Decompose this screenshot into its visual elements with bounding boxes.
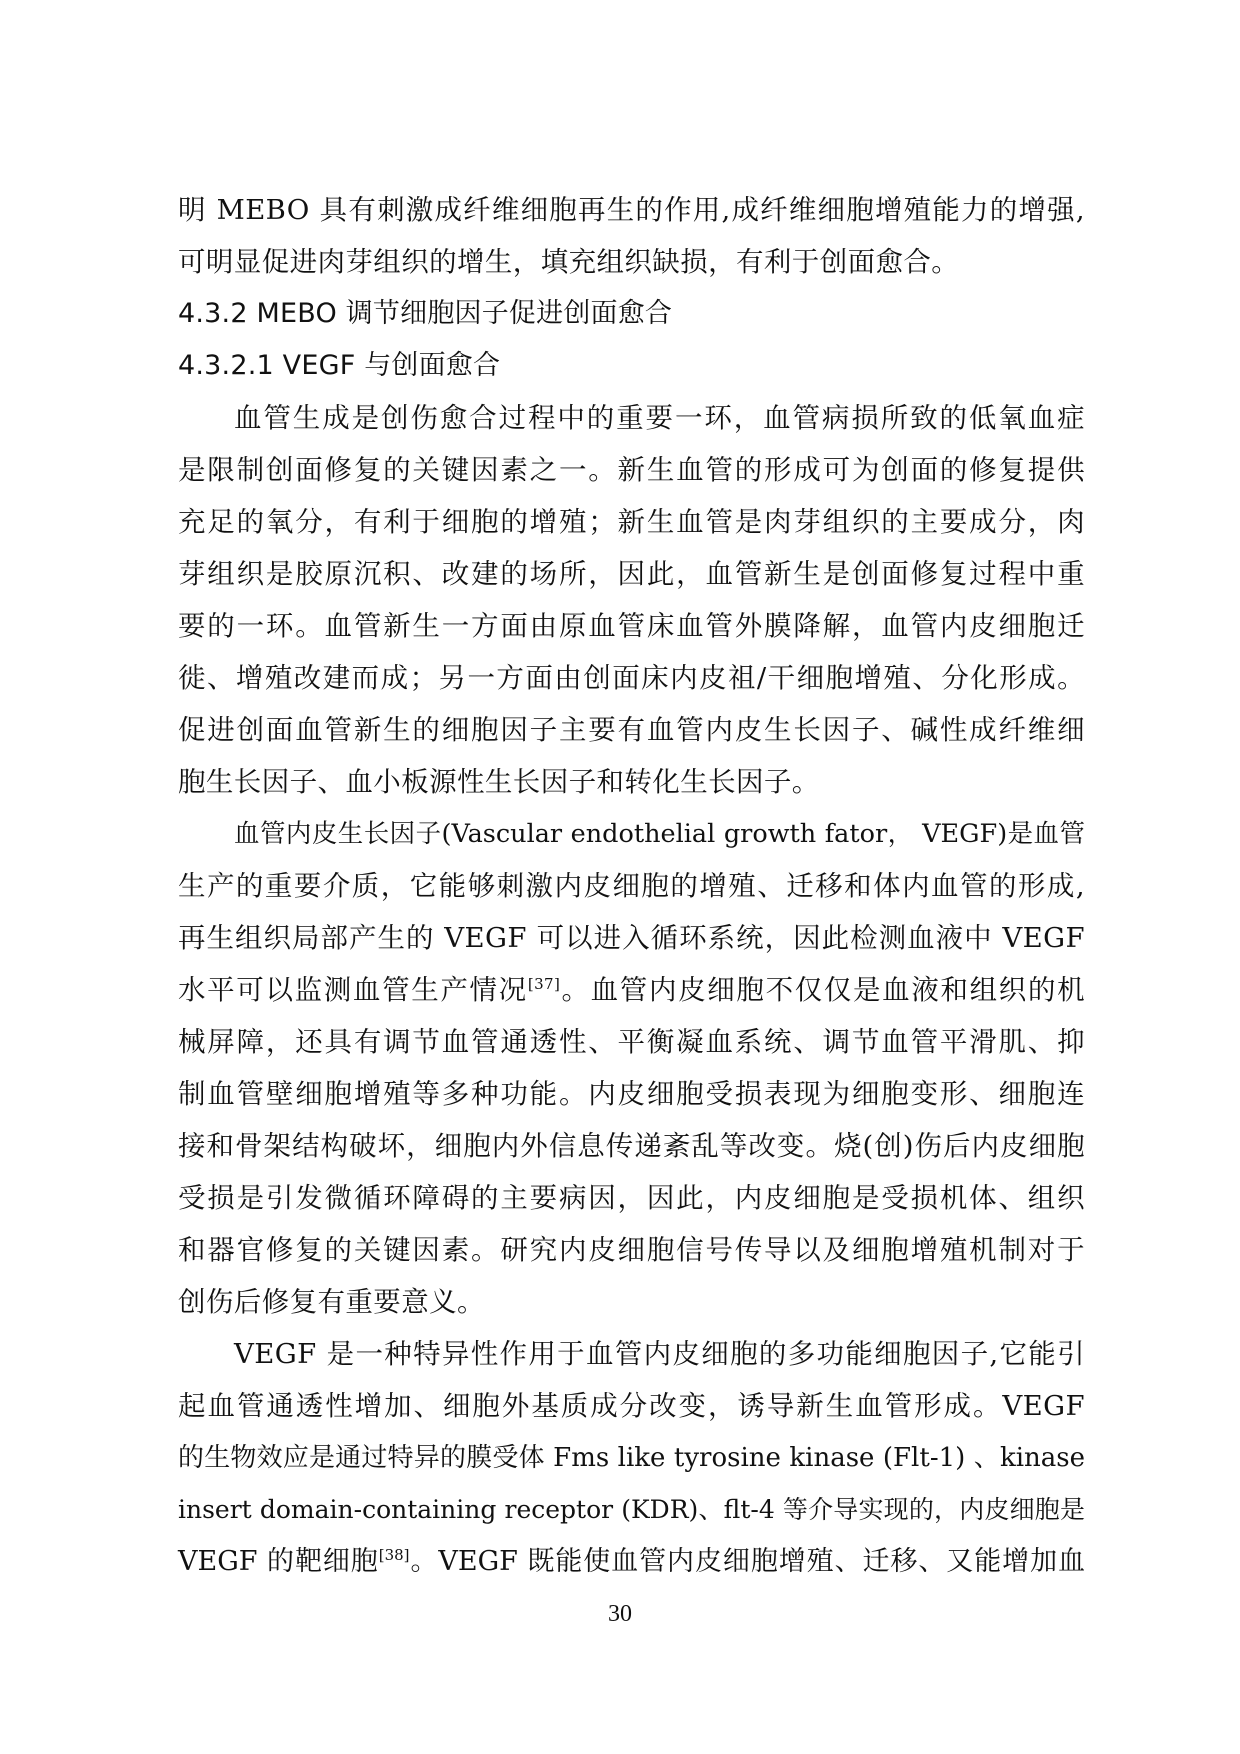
paragraph-1-line-3: 充足的氧分，有利于细胞的增殖；新生血管是肉芽组织的主要成分，肉 (178, 506, 1085, 538)
paragraph-1-line-2: 是限制创面修复的关键因素之一。新生血管的形成可为创面的修复提供 (178, 454, 1085, 486)
paragraph-3-line-1: VEGF 是一种特异性作用于血管内皮细胞的多功能细胞因子,它能引 (234, 1338, 1085, 1370)
paragraph-1-line-1: 血管生成是创伤愈合过程中的重要一环，血管病损所致的低氧血症 (234, 402, 1085, 434)
page-number: 30 (608, 1601, 632, 1627)
paragraph-1-line-5: 要的一环。血管新生一方面由原血管床血管外膜降解，血管内皮细胞迁 (178, 610, 1085, 642)
paragraph-3-line-5 (178, 1536, 1085, 1588)
paragraph-2-line-4 (178, 964, 1085, 1016)
line-text-continued: 。VEGF 既能使血管内皮细胞增殖、迁移、又能增加血 (409, 1546, 1086, 1577)
paragraph-2-line-7: 接和骨架结构破坏，细胞内外信息传递紊乱等改变。烧(创)伤后内皮细胞 (178, 1130, 1085, 1162)
citation-ref: [38] (378, 1546, 410, 1564)
paragraph-2-line-9: 和器官修复的关键因素。研究内皮细胞信号传导以及细胞增殖机制对于 (178, 1234, 1085, 1266)
subsection-heading: 4.3.2.1 VEGF 与创面愈合 (178, 350, 501, 381)
paragraph-2-line-6: 制血管壁细胞增殖等多种功能。内皮细胞受损表现为细胞变形、细胞连 (178, 1078, 1085, 1110)
body-line-1: 明 MEBO 具有刺激成纤维细胞再生的作用,成纤维细胞增殖能力的增强, (178, 194, 1085, 226)
paragraph-1-line-6: 徙、增殖改建而成；另一方面由创面床内皮祖/干细胞增殖、分化形成。 (178, 662, 1085, 694)
line-text: 水平可以监测血管生产情况 (178, 974, 528, 1006)
paragraph-3-line-2: 起血管通透性增加、细胞外基质成分改变，诱导新生血管形成。VEGF (178, 1390, 1085, 1422)
paragraph-2-line-10: 创伤后修复有重要意义。 (178, 1286, 485, 1318)
paragraph-2-line-2: 生产的重要介质，它能够刺激内皮细胞的增殖、迁移和体内血管的形成, (178, 870, 1085, 902)
paragraph-2-line-1: 血管内皮生长因子(Vascular endothelial growth fator， VEGF)是血管 (234, 819, 1085, 849)
paragraph-2-line-8: 受损是引发微循环障碍的主要病因，因此，内皮细胞是受损机体、组织 (178, 1182, 1085, 1214)
paragraph-2-line-5: 械屏障，还具有调节血管通透性、平衡凝血系统、调节血管平滑肌、抑 (178, 1026, 1085, 1058)
line-text: VEGF 的靶细胞 (178, 1546, 379, 1577)
paragraph-3-line-3: 的生物效应是通过特异的膜受体 Fms like tyrosine kinase (Flt-1) 、kinase (178, 1443, 1085, 1473)
paragraph-1-line-7: 促进创面血管新生的细胞因子主要有血管内皮生长因子、碱性成纤维细 (178, 714, 1085, 746)
paragraph-3-line-4: insert domain-containing receptor (KDR)、flt-4 等介导实现的，内皮细胞是 (178, 1495, 1085, 1524)
paragraph-1-line-4: 芽组织是胶原沉积、改建的场所，因此，血管新生是创面修复过程中重 (178, 558, 1085, 590)
citation-ref: [37] (527, 974, 561, 993)
section-heading: 4.3.2 MEBO 调节细胞因子促进创面愈合 (178, 298, 673, 329)
paragraph-2-line-3: 再生组织局部产生的 VEGF 可以进入循环系统，因此检测血液中 VEGF (178, 922, 1085, 954)
line-text-continued: 。血管内皮细胞不仅仅是血液和组织的机 (560, 974, 1085, 1006)
paragraph-1-line-8: 胞生长因子、血小板源性生长因子和转化生长因子。 (178, 766, 820, 798)
body-line-2: 可明显促进肉芽组织的增生，填充组织缺损，有利于创面愈合。 (178, 246, 960, 278)
